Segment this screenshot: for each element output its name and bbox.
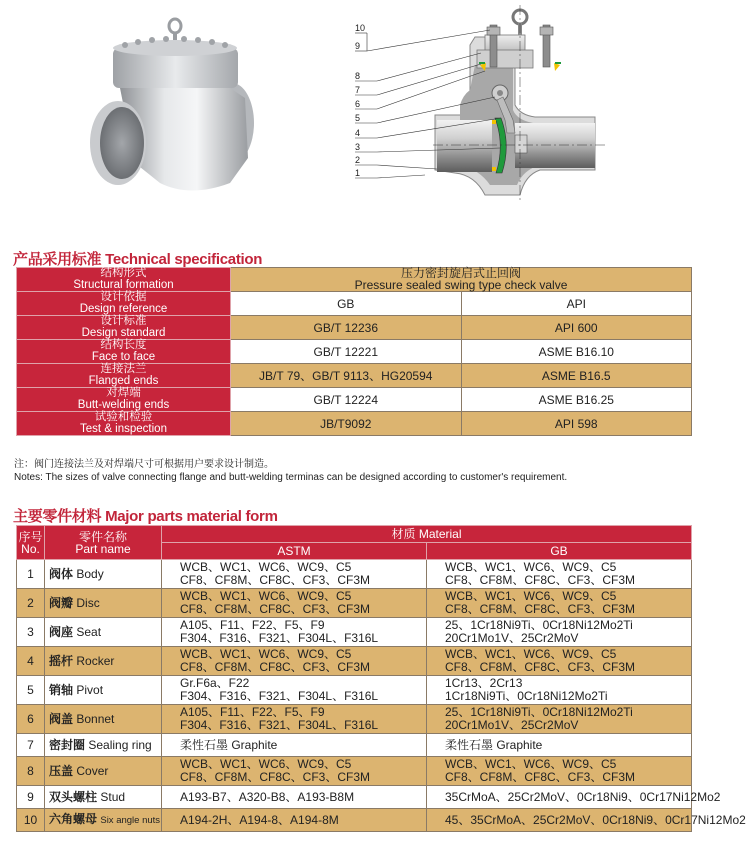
table-row: [17, 809, 692, 832]
gb-material: 45、35CrMoA、25Cr2MoV、0Cr18Ni9、0Cr17Ni12Mo2: [427, 809, 692, 832]
astm-material: WCB、WC1、WC6、WC9、C5 CF8、CF8M、CF8C、CF3、CF3M: [162, 647, 427, 676]
table-row: [17, 705, 692, 734]
callout-4: 4: [355, 128, 361, 138]
astm-material: A194-2H、A194-8、A194-8M: [162, 809, 427, 832]
technical-spec-title: 产品采用标准 Technical specification: [13, 251, 263, 268]
gb-material: 1Cr13、2Cr13 1Cr18Ni9Ti、0Cr18Ni12Mo2Ti: [427, 676, 692, 705]
part-name: 双头螺柱 Stud: [45, 786, 162, 809]
table-row: [17, 786, 692, 809]
gb-material: 25、1Cr18Ni9Ti、0Cr18Ni12Mo2Ti 20Cr1Mo1V、25Cr2MoV: [427, 618, 692, 647]
part-no: 3: [17, 618, 45, 647]
spec-label: 对焊端 Butt-welding ends: [17, 388, 231, 412]
spec-api-value: API 600: [461, 316, 692, 340]
spec-api-value: API: [461, 292, 692, 316]
astm-material: A193-B7、A320-B8、A193-B8M: [162, 786, 427, 809]
gb-material: 25、1Cr18Ni9Ti、0Cr18Ni12Mo2Ti 20Cr1Mo1V、25Cr2MoV: [427, 705, 692, 734]
product-figures: [0, 0, 700, 240]
cross-section-drawing: [345, 5, 635, 200]
callout-3: 3: [355, 142, 361, 152]
astm-material: 柔性石墨 Graphite: [162, 734, 427, 757]
astm-material: A105、F11、F22、F5、F9 F304、F316、F321、F304L、F316L: [162, 705, 427, 734]
astm-material: Gr.F6a、F22 F304、F316、F321、F304L、F316L: [162, 676, 427, 705]
spec-label: 试验和检验 Test & inspection: [17, 412, 231, 436]
spec-api-value: ASME B16.25: [461, 388, 692, 412]
header-part-name: 零件名称 Part name: [45, 526, 162, 560]
spec-row: [17, 388, 692, 412]
header-no: 序号 No.: [17, 526, 45, 560]
spec-row: [17, 316, 692, 340]
spec-row: [17, 364, 692, 388]
spec-row: [17, 268, 692, 292]
gb-material: WCB、WC1、WC6、WC9、C5 CF8、CF8M、CF8C、CF3、CF3M: [427, 647, 692, 676]
callout-2: 2: [355, 155, 361, 165]
table-row: [17, 647, 692, 676]
part-name: 六角螺母 Six angle nuts: [45, 809, 162, 832]
spec-row: [17, 412, 692, 436]
spec-label: 结构形式 Structural formation: [17, 268, 231, 292]
table-row: [17, 589, 692, 618]
astm-material: WCB、WC1、WC6、WC9、C5 CF8、CF8M、CF8C、CF3、CF3M: [162, 757, 427, 786]
part-no: 7: [17, 734, 45, 757]
spec-label: 结构长度 Face to face: [17, 340, 231, 364]
callout-8: 8: [355, 71, 361, 81]
spec-label: 连接法兰 Flanged ends: [17, 364, 231, 388]
spec-row: [17, 292, 692, 316]
header-astm: ASTM: [162, 543, 427, 560]
spec-gb-value: JB/T 79、GB/T 9113、HG20594: [231, 364, 462, 388]
part-name: 阀瓣 Disc: [45, 589, 162, 618]
technical-spec-table: [16, 267, 692, 436]
part-no: 4: [17, 647, 45, 676]
part-no: 10: [17, 809, 45, 832]
gb-material: 35CrMoA、25Cr2MoV、0Cr18Ni9、0Cr17Ni12Mo2: [427, 786, 692, 809]
callout-1: 1: [355, 168, 361, 178]
part-name: 压盖 Cover: [45, 757, 162, 786]
note-chinese: 注：阀门连接法兰及对焊端尺寸可根据用户要求设计制造。: [14, 459, 274, 470]
spec-api-value: API 598: [461, 412, 692, 436]
part-name: 销轴 Pivot: [45, 676, 162, 705]
gb-material: WCB、WC1、WC6、WC9、C5 CF8、CF8M、CF8C、CF3、CF3M: [427, 560, 692, 589]
note-english: Notes: The sizes of valve connecting flange and butt-welding terminas can be designed according to customer's requirement.: [14, 472, 568, 483]
part-name: 阀座 Seat: [45, 618, 162, 647]
table-row: [17, 757, 692, 786]
parts-material-title: 主要零件材料 Major parts material form: [13, 508, 278, 525]
spec-label: 设计标准 Design standard: [17, 316, 231, 340]
table-row: [17, 618, 692, 647]
astm-material: A105、F11、F22、F5、F9 F304、F316、F321、F304L、F316L: [162, 618, 427, 647]
gb-material: 柔性石墨 Graphite: [427, 734, 692, 757]
part-name: 密封圈 Sealing ring: [45, 734, 162, 757]
spec-row: [17, 340, 692, 364]
part-no: 5: [17, 676, 45, 705]
gb-material: WCB、WC1、WC6、WC9、C5 CF8、CF8M、CF8C、CF3、CF3M: [427, 757, 692, 786]
spec-label: 设计依据 Design reference: [17, 292, 231, 316]
astm-material: WCB、WC1、WC6、WC9、C5 CF8、CF8M、CF8C、CF3、CF3M: [162, 560, 427, 589]
valve-photo: [80, 18, 270, 208]
part-no: 6: [17, 705, 45, 734]
part-no: 9: [17, 786, 45, 809]
table-row: [17, 734, 692, 757]
gb-material: WCB、WC1、WC6、WC9、C5 CF8、CF8M、CF8C、CF3、CF3M: [427, 589, 692, 618]
spec-api-value: ASME B16.5: [461, 364, 692, 388]
astm-material: WCB、WC1、WC6、WC9、C5 CF8、CF8M、CF8C、CF3、CF3M: [162, 589, 427, 618]
spec-gb-value: GB/T 12236: [231, 316, 462, 340]
header-material: 材质 Material: [162, 526, 692, 543]
parts-material-table: [16, 525, 746, 832]
callout-5: 5: [355, 113, 361, 123]
part-no: 8: [17, 757, 45, 786]
spec-gb-value: JB/T9092: [231, 412, 462, 436]
spec-value: 压力密封旋启式止回阀 Pressure sealed swing type check valve: [231, 268, 692, 292]
callout-9: 9: [355, 41, 361, 51]
table-row: [17, 560, 692, 589]
header-gb: GB: [427, 543, 692, 560]
part-name: 阀体 Body: [45, 560, 162, 589]
part-no: 2: [17, 589, 45, 618]
callout-6: 6: [355, 99, 361, 109]
spec-notes: [14, 458, 567, 484]
spec-gb-value: GB: [231, 292, 462, 316]
spec-gb-value: GB/T 12224: [231, 388, 462, 412]
callout-7: 7: [355, 85, 361, 95]
table-row: [17, 676, 692, 705]
callout-10: 10: [355, 23, 366, 33]
spec-api-value: ASME B16.10: [461, 340, 692, 364]
part-name: 阀盖 Bonnet: [45, 705, 162, 734]
part-no: 1: [17, 560, 45, 589]
part-name: 摇杆 Rocker: [45, 647, 162, 676]
spec-gb-value: GB/T 12221: [231, 340, 462, 364]
